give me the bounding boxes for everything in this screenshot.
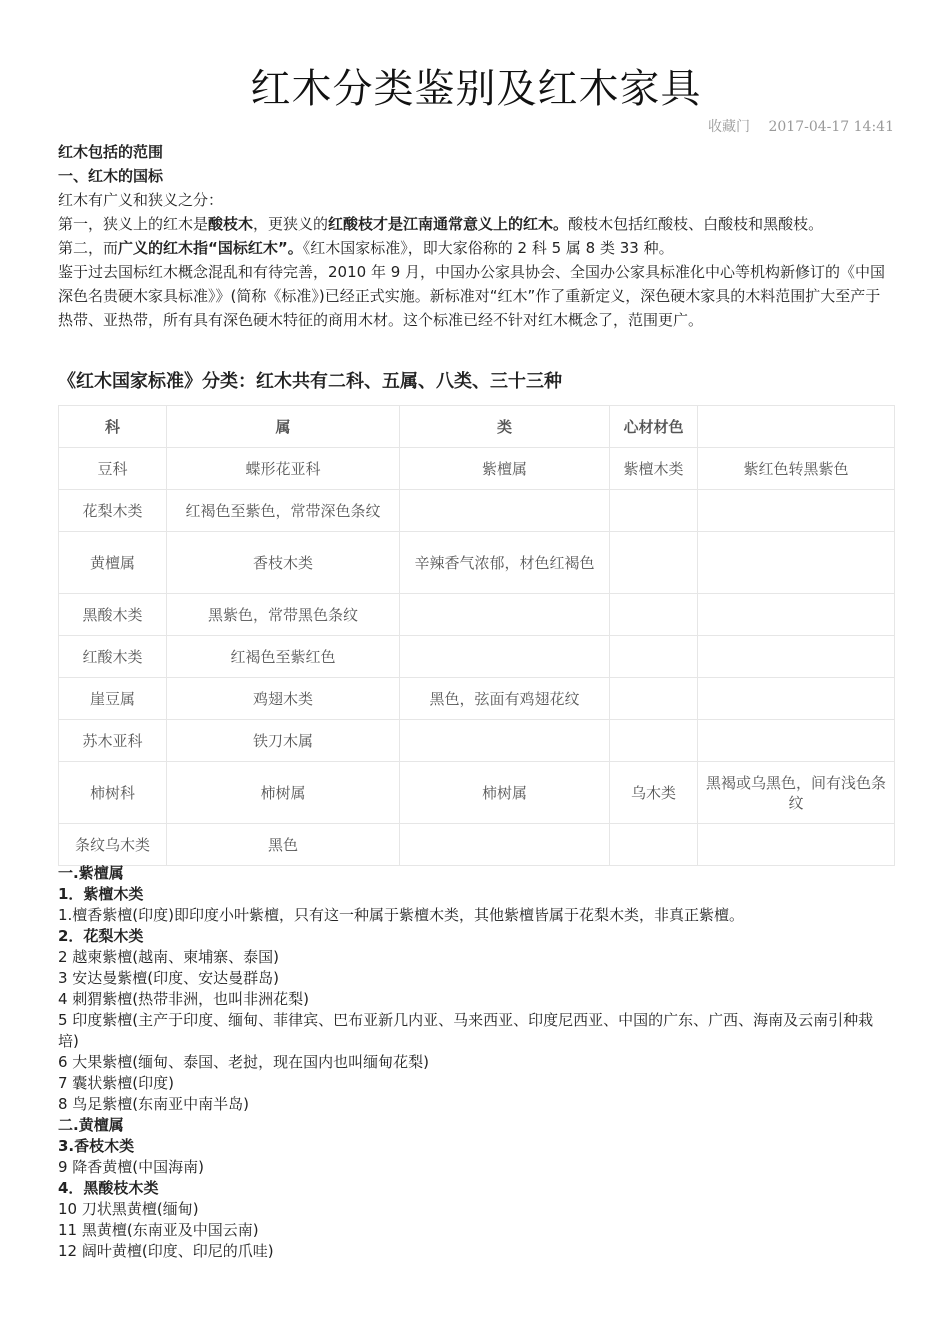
table-cell: 红褐色至紫色，常带深色条纹 — [167, 490, 400, 532]
table-cell: 条纹乌木类 — [59, 824, 167, 866]
text-run-bold: 酸枝木 — [208, 215, 254, 233]
text-run: 酸枝木包括红酸枝、白酸枝和黑酸枝。 — [568, 215, 824, 233]
table-cell: 柿树科 — [59, 762, 167, 824]
list-item: 12 阔叶黄檀(印度、印尼的爪哇) — [58, 1242, 274, 1260]
table-header-cell: 心材材色 — [610, 406, 698, 448]
table-cell — [698, 824, 895, 866]
table-cell — [400, 636, 610, 678]
table-cell — [400, 824, 610, 866]
intro-line-2 — [58, 212, 894, 236]
list-item: 5 印度紫檀(主产于印度、缅甸、菲律宾、巴布亚新几内亚、马来西亚、印度尼西亚、中国的广东、广西、海南及云南引种栽培) — [58, 1011, 874, 1050]
intro-section — [58, 140, 894, 332]
table-row — [59, 532, 895, 594]
article-meta — [708, 116, 894, 136]
source-label: 收藏门 — [708, 119, 751, 135]
table-cell: 香枝木类 — [167, 532, 400, 594]
list-item: 7 囊状紫檀(印度) — [58, 1074, 175, 1092]
table-cell — [610, 532, 698, 594]
table-cell — [698, 678, 895, 720]
table-header-row — [59, 406, 895, 448]
table-cell: 崖豆属 — [59, 678, 167, 720]
table-row — [59, 594, 895, 636]
text-run: ，更狭义的 — [253, 215, 329, 233]
table-row — [59, 490, 895, 532]
table-cell — [610, 594, 698, 636]
table-cell: 黑色，弦面有鸡翅花纹 — [400, 678, 610, 720]
table-cell — [698, 490, 895, 532]
table-row — [59, 448, 895, 490]
list-item: 10 刀状黑黄檀(缅甸) — [58, 1200, 199, 1218]
list-heading: 3.香枝木类 — [58, 1137, 135, 1155]
table-cell: 黄檀属 — [59, 532, 167, 594]
table-cell: 蝶形花亚科 — [167, 448, 400, 490]
table-cell: 紫檀属 — [400, 448, 610, 490]
intro-line-1: 红木有广义和狭义之分： — [58, 191, 224, 209]
list-heading: 1．紫檀木类 — [58, 885, 144, 903]
table-cell: 豆科 — [59, 448, 167, 490]
table-cell — [698, 720, 895, 762]
table-cell: 铁刀木属 — [167, 720, 400, 762]
table-cell: 鸡翅木类 — [167, 678, 400, 720]
table-cell: 苏木亚科 — [59, 720, 167, 762]
table-cell: 黑酸木类 — [59, 594, 167, 636]
table-cell — [400, 594, 610, 636]
list-item: 1.檀香紫檀(印度)即印度小叶紫檀，只有这一种属于紫檀木类，其他紫檀皆属于花梨木类，非真正紫檀。 — [58, 906, 745, 924]
list-heading: 一.紫檀属 — [58, 864, 124, 882]
list-item: 9 降香黄檀(中国海南) — [58, 1158, 205, 1176]
table-cell — [610, 824, 698, 866]
section-title: 《红木国家标准》分类：红木共有二科、五属、八类、三十三种 — [58, 371, 562, 392]
table-cell: 柿树属 — [400, 762, 610, 824]
table-cell — [610, 636, 698, 678]
table-row — [59, 720, 895, 762]
list-item: 2 越柬紫檀(越南、柬埔寨、泰国) — [58, 948, 280, 966]
table-row — [59, 762, 895, 824]
table-row — [59, 824, 895, 866]
table-cell — [698, 532, 895, 594]
table-cell — [400, 490, 610, 532]
publish-datetime: 2017-04-17 14:41 — [768, 119, 894, 135]
table-header-cell: 属 — [167, 406, 400, 448]
table-cell — [610, 490, 698, 532]
intro-paragraph: 鉴于过去国标红木概念混乱和有待完善，2010 年 9 月，中国办公家具协会、全国办公家具标准化中心等机构新修订的《中国深色名贵硬木家具标准》》(简称《标准》)已经正式实施。新标准对“红木”作了重新定义，深色硬木家具的木料范围扩大至产于热带、亚热带，所有具有深色硬木特征的商用木材。这个标准已经不针对红木概念了，范围更广。 — [58, 263, 886, 329]
text-run-bold: 广义的红木指“国标红木”。 — [118, 239, 303, 257]
classification-table — [58, 405, 895, 866]
table-cell: 辛辣香气浓郁，材色红褐色 — [400, 532, 610, 594]
intro-line-3 — [58, 236, 894, 260]
table-cell: 黑褐或乌黑色，间有浅色条纹 — [698, 762, 895, 824]
intro-subheading: 一、红木的国标 — [58, 167, 164, 185]
list-item: 11 黑黄檀(东南亚及中国云南) — [58, 1221, 259, 1239]
table-cell: 紫红色转黑紫色 — [698, 448, 895, 490]
text-run: 《红木国家标准》，即大家俗称的 2 科 5 属 8 类 33 种。 — [302, 239, 674, 257]
list-item: 6 大果紫檀(缅甸、泰国、老挝，现在国内也叫缅甸花梨) — [58, 1053, 430, 1071]
table-cell — [610, 678, 698, 720]
table-cell: 柿树属 — [167, 762, 400, 824]
text-run: 第二，而 — [58, 239, 119, 257]
list-item: 8 鸟足紫檀(东南亚中南半岛) — [58, 1095, 250, 1113]
table-cell — [400, 720, 610, 762]
table-cell: 乌木类 — [610, 762, 698, 824]
list-heading: 二.黄檀属 — [58, 1116, 124, 1134]
table-cell: 紫檀木类 — [610, 448, 698, 490]
table-row — [59, 636, 895, 678]
table-header-cell: 科 — [59, 406, 167, 448]
article-title: 红木分类鉴别及红木家具 — [250, 66, 702, 112]
intro-heading: 红木包括的范围 — [58, 143, 164, 161]
table-cell: 红酸木类 — [59, 636, 167, 678]
table-cell — [698, 636, 895, 678]
table-cell: 花梨木类 — [59, 490, 167, 532]
table-cell: 红褐色至紫红色 — [167, 636, 400, 678]
table-header-cell — [698, 406, 895, 448]
list-item: 3 安达曼紫檀(印度、安达曼群岛) — [58, 969, 280, 987]
table-header-cell: 类 — [400, 406, 610, 448]
list-heading: 4．黑酸枝木类 — [58, 1179, 159, 1197]
list-heading: 2．花梨木类 — [58, 927, 144, 945]
table-cell — [698, 594, 895, 636]
text-run-bold: 红酸枝才是江南通常意义上的红木。 — [328, 215, 569, 233]
text-run: 第一，狭义上的红木是 — [58, 215, 209, 233]
list-item: 4 刺猬紫檀(热带非洲，也叫非洲花梨) — [58, 990, 310, 1008]
table-cell: 黑色 — [167, 824, 400, 866]
species-list — [58, 863, 894, 1262]
table-row — [59, 678, 895, 720]
table-cell — [610, 720, 698, 762]
table-cell: 黑紫色，常带黑色条纹 — [167, 594, 400, 636]
